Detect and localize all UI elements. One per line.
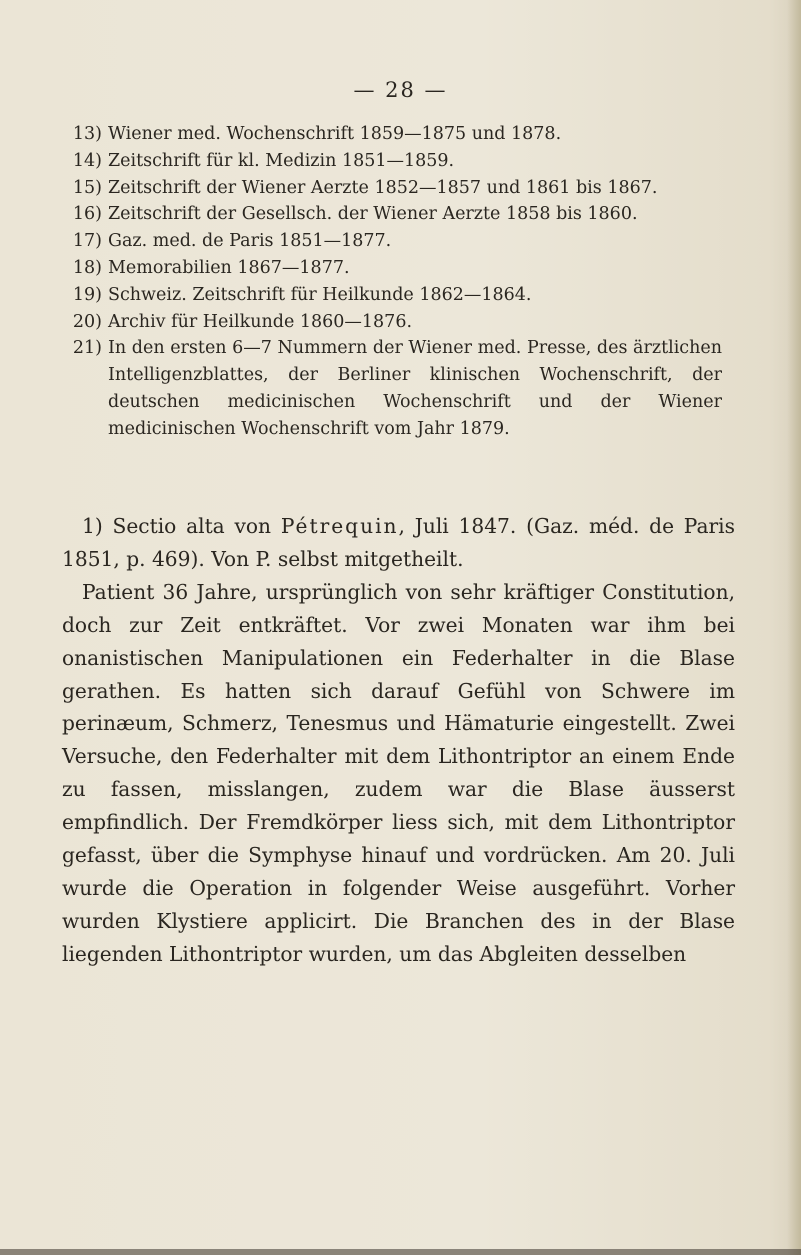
case-body: Patient 36 Jahre, ursprünglich von sehr kräftiger Constitution, doch zur Zeit entkräftet. Vor zwei Monaten war ihm bei onanistischen Manipulationen ein Federhalter in die Blase gerathen. Es hatten sich darauf Gefühl von Schwere im perinæum, Schmerz, Tenesmus und Hämaturie eingestellt. Zwei Versuche, den Federhalter mit dem Lithontriptor an einem Ende zu fassen, misslangen, zudem war die Blase äusserst empfindlich. Der Fremdkörper liess sich, mit dem Lithontriptor gefasst, über die Symphyse hinauf und vordrücken. Am 20. Juli wurde die Operation in folgender Weise ausgeführt. Vorher wurden Klystiere applicirt. Die Branchen des in der Blase liegenden Lithontriptor wurden, um das Abgleiten desselben (62, 579, 735, 966)
reference-item (62, 282, 722, 309)
reference-number: 16) (72, 204, 102, 225)
reference-item (62, 175, 722, 202)
reference-number: 15) (72, 177, 102, 198)
case-report (62, 510, 735, 971)
reference-item (62, 255, 722, 282)
reference-number: 13) (72, 124, 102, 144)
reference-number: 14) (72, 150, 102, 171)
reference-text: Gaz. med. de Paris 1851—1877. (108, 231, 392, 252)
case-author: Pétrequin (280, 514, 399, 538)
reference-item (62, 148, 722, 175)
reference-number: 18) (72, 257, 102, 278)
reference-number: 21) (72, 338, 102, 359)
reference-text: Memorabilien 1867—1877. (108, 257, 350, 278)
page-edge-shadow (787, 0, 801, 1255)
case-intro-suffix: , Juli 1847. (Gaz. méd. de Paris 1851, p. 469). Von P. selbst mitgetheilt. (62, 514, 735, 571)
case-heading (62, 510, 735, 576)
page-bottom-edge (0, 1249, 801, 1255)
reference-text: Zeitschrift für kl. Medizin 1851—1859. (108, 150, 455, 171)
reference-item (62, 309, 722, 336)
reference-text: Wiener med. Wochenschrift 1859—1875 und 1878. (108, 124, 562, 144)
case-intro-prefix: 1) Sectio alta von (82, 514, 281, 538)
reference-number: 20) (72, 311, 102, 332)
reference-text: Zeitschrift der Wiener Aerzte 1852—1857 und 1861 bis 1867. (108, 177, 658, 198)
reference-list (62, 121, 722, 443)
reference-item (62, 201, 722, 228)
reference-item (62, 335, 722, 442)
reference-item (62, 228, 722, 255)
reference-text: Archiv für Heilkunde 1860—1876. (108, 311, 413, 332)
reference-number: 19) (72, 284, 102, 305)
page-number: — 28 — (353, 78, 448, 102)
reference-number: 17) (72, 231, 102, 252)
reference-text: Schweiz. Zeitschrift für Heilkunde 1862—1864. (108, 284, 532, 305)
reference-item (62, 121, 722, 148)
reference-text: In den ersten 6—7 Nummern der Wiener med. Presse, des ärztlichen Intelligenzblattes, der Berliner klinischen Wochenschrift, der deutschen medicinischen Wochenschrift und der Wiener medicinischen Wochenschrift vom Jahr 1879. (108, 338, 722, 439)
reference-text: Zeitschrift der Gesellsch. der Wiener Aerzte 1858 bis 1860. (108, 204, 638, 225)
